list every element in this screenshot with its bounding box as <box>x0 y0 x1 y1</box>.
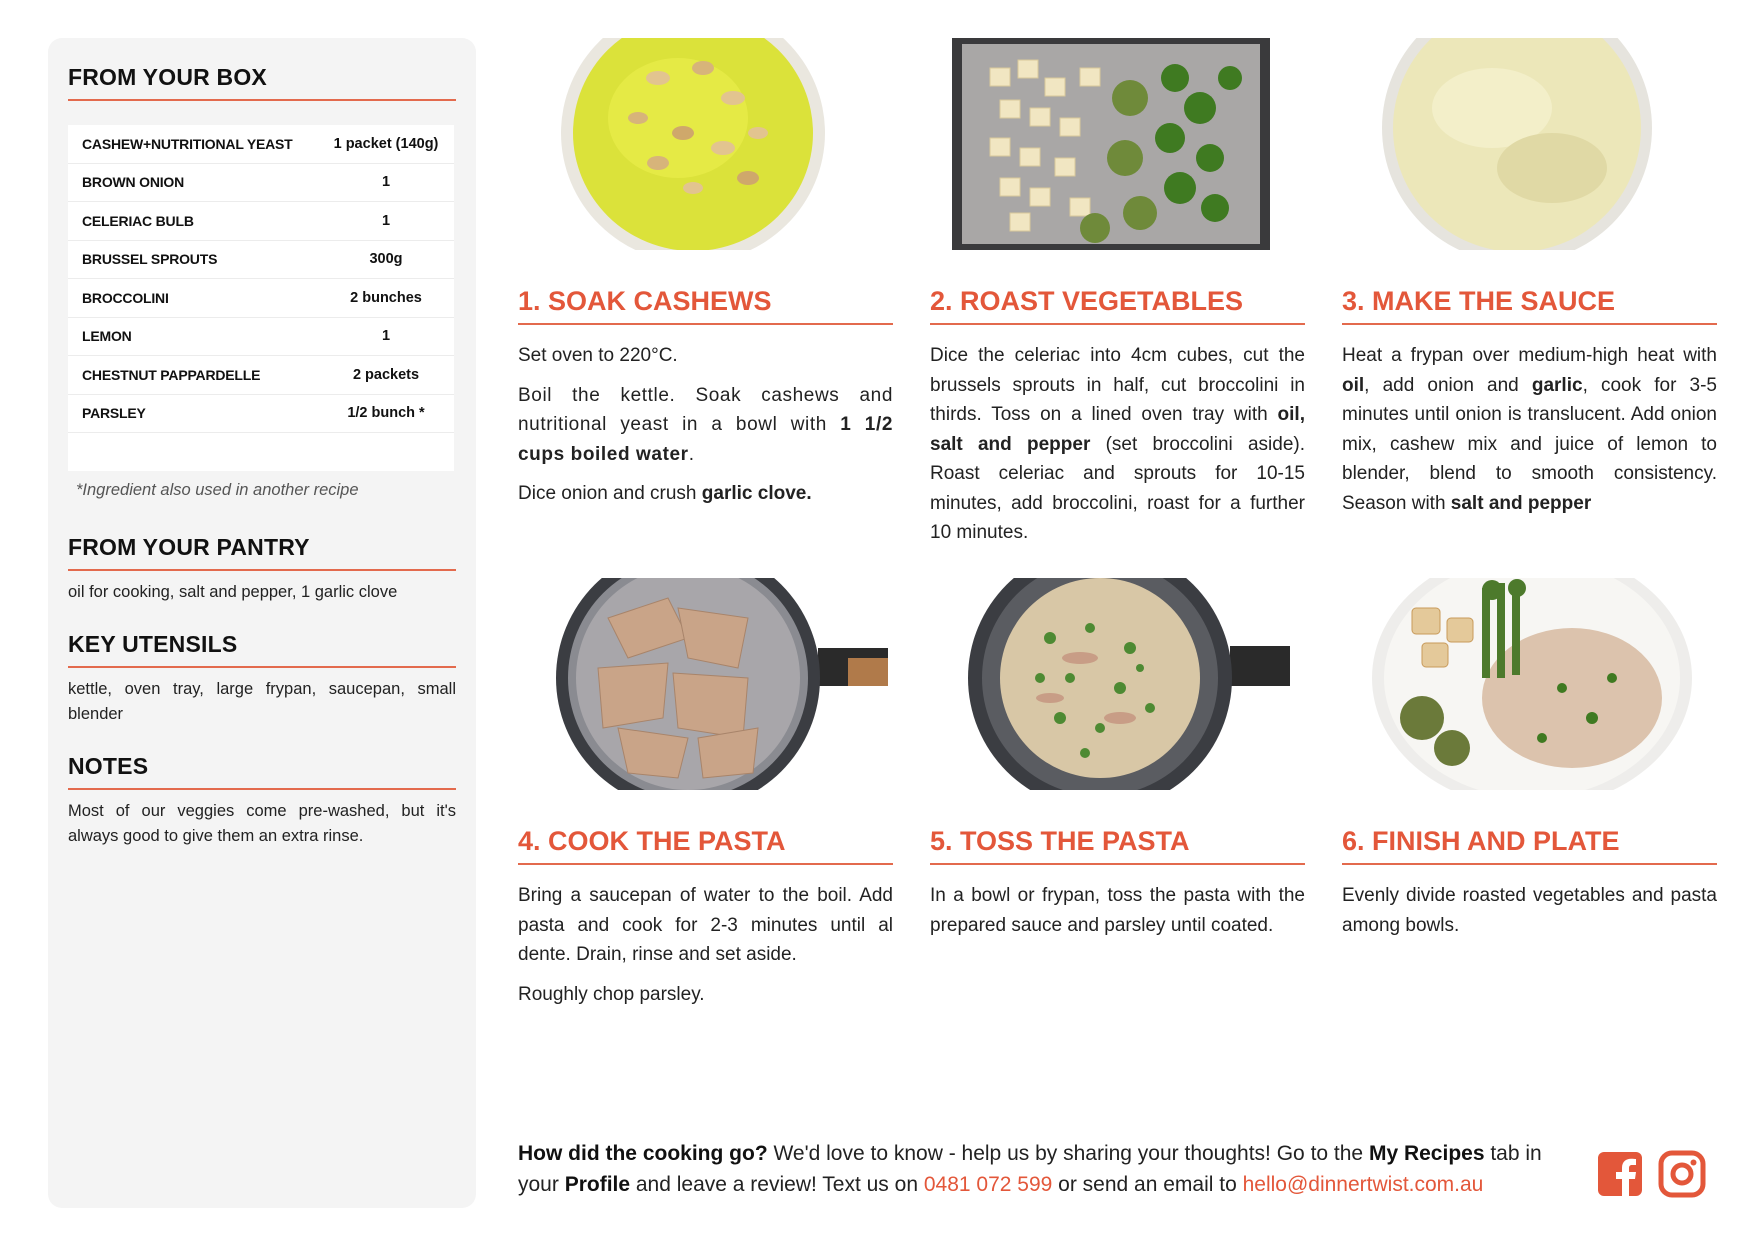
step-3 <box>1342 38 1717 528</box>
ingredient-row <box>68 164 454 203</box>
pantry-heading: FROM YOUR PANTRY <box>68 534 456 571</box>
step-1-para: Boil the kettle. Soak cashews and nutritional yeast in a bowl with 1 1/2 cups boiled water. <box>518 384 893 465</box>
notes-section <box>68 753 456 849</box>
feedback-question: How did the cooking go? <box>518 1142 768 1165</box>
ingredient-row <box>68 125 454 164</box>
step-4-para: Bring a saucepan of water to the boil. Add pasta and cook for 2-3 minutes until al dente. Drain, rinse and set aside. <box>518 885 893 965</box>
step-1-para: Set oven to 220°C. <box>518 345 678 366</box>
ingredient-note: *Ingredient also used in another recipe <box>76 481 359 499</box>
step-5 <box>930 578 1305 950</box>
ingredient-name: LEMON <box>82 328 132 345</box>
step-6-text <box>1342 881 1717 940</box>
step-1-text <box>518 341 893 509</box>
ingredient-qty: 1/2 bunch * <box>347 405 425 422</box>
step-5-para: In a bowl or frypan, toss the pasta with the prepared sauce and parsley until coated. <box>930 885 1305 936</box>
ingredient-name: BROCCOLINI <box>82 289 169 306</box>
ingredient-name: CELERIAC BULB <box>82 212 194 229</box>
step-5-title: 5. TOSS THE PASTA <box>930 826 1305 865</box>
feedback-footer: How did the cooking go? We'd love to know - help us by sharing your thoughts! Go to the My Recipes tab in your Profile and leave a review! Text us on 0481 072 599 or send an email to hello@dinnertwist.com.au <box>518 1142 1542 1196</box>
step-2-image <box>930 38 1305 250</box>
ingredient-qty: 2 bunches <box>350 289 422 306</box>
ingredient-name: BROWN ONION <box>82 174 185 191</box>
step-1-image <box>518 38 893 250</box>
step-1-title: 1. SOAK CASHEWS <box>518 286 893 325</box>
ingredient-row <box>68 395 454 434</box>
instagram-icon[interactable] <box>1658 1150 1706 1198</box>
step-2-title: 2. ROAST VEGETABLES <box>930 286 1305 325</box>
step-2-text <box>930 341 1305 548</box>
phone-number[interactable]: 0481 072 599 <box>923 1173 1053 1196</box>
my-recipes-label: My Recipes <box>1368 1142 1485 1165</box>
ingredient-name: PARSLEY <box>82 405 146 422</box>
ingredient-qty: 300g <box>369 251 403 268</box>
step-4 <box>518 578 893 1019</box>
step-5-text <box>930 881 1305 940</box>
step-3-para: Heat a frypan over medium-high heat with oil, add onion and garlic, cook for 3-5 minutes until onion is translucent. Add onion mix, cashew mix and juice of lemon to blender, blend to smooth consistency. Season with salt and pepper <box>1342 345 1717 514</box>
step-2-para: Dice the celeriac into 4cm cubes, cut the brussels sprouts in half, cut broccolini in thirds. Toss on a lined oven tray with oil, salt and pepper (set broccolini aside). Roast celeriac and sprouts for 10-15 minutes, add broccolini, roast for a further 10 minutes. <box>930 345 1306 543</box>
utensils-heading: KEY UTENSILS <box>68 631 456 668</box>
step-4-para: Roughly chop parsley. <box>518 983 705 1005</box>
step-1-para: Dice onion and crush garlic clove. <box>518 483 812 504</box>
ingredient-qty: 1 <box>381 328 391 345</box>
email-link[interactable]: hello@dinnertwist.com.au <box>1242 1173 1484 1196</box>
step-2 <box>930 38 1305 558</box>
pantry-text: oil for cooking, salt and pepper, 1 garlic clove <box>68 583 398 601</box>
ingredient-qty: 1 <box>381 174 391 191</box>
pantry-section <box>68 534 456 605</box>
ingredient-qty: 1 <box>381 212 391 229</box>
step-5-image <box>930 578 1305 790</box>
step-6-image <box>1342 578 1717 790</box>
utensils-text: kettle, oven tray, large frypan, saucepan, small blender <box>68 680 456 723</box>
ingredient-row <box>68 318 454 357</box>
ingredient-name: CASHEW+NUTRITIONAL YEAST <box>82 135 293 152</box>
step-1 <box>518 38 893 519</box>
notes-heading: NOTES <box>68 753 456 790</box>
facebook-icon[interactable] <box>1596 1150 1644 1198</box>
step-3-image <box>1342 38 1717 250</box>
step-6-para: Evenly divide roasted vegetables and pasta among bowls. <box>1342 885 1717 936</box>
ingredient-name: BRUSSEL SPROUTS <box>82 251 218 268</box>
ingredient-qty: 2 packets <box>352 366 420 383</box>
step-3-text <box>1342 341 1717 518</box>
ingredient-qty: 1 packet (140g) <box>333 135 439 152</box>
ingredient-row <box>68 356 454 395</box>
notes-text: Most of our veggies come pre-washed, but it's always good to give them an extra rinse. <box>68 802 456 845</box>
social-links <box>1596 1150 1706 1198</box>
ingredients-sidebar <box>48 38 476 1208</box>
box-heading: FROM YOUR BOX <box>68 64 456 101</box>
ingredients-table <box>68 125 454 471</box>
utensils-section <box>68 631 456 727</box>
ingredient-row <box>68 202 454 241</box>
ingredient-row <box>68 279 454 318</box>
ingredient-row <box>68 241 454 280</box>
step-6 <box>1342 578 1717 950</box>
step-6-title: 6. FINISH AND PLATE <box>1342 826 1717 865</box>
step-4-title: 4. COOK THE PASTA <box>518 826 893 865</box>
profile-label: Profile <box>564 1173 631 1196</box>
ingredient-name: CHESTNUT PAPPARDELLE <box>82 366 261 383</box>
step-3-title: 3. MAKE THE SAUCE <box>1342 286 1717 325</box>
step-4-text <box>518 881 893 1009</box>
step-4-image <box>518 578 893 790</box>
